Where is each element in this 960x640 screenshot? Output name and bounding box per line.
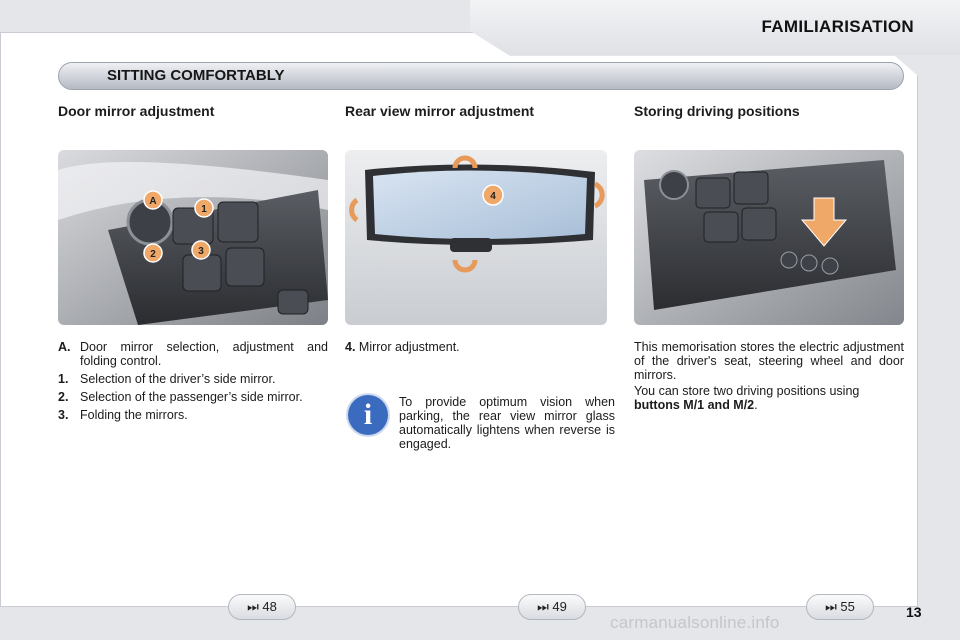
item-text: Door mirror selection, adjustment and folding control. [80, 340, 328, 368]
item-text: Folding the mirrors. [80, 408, 188, 422]
item-text: Selection of the driver’s side mirror. [80, 372, 276, 386]
page-ref-49[interactable]: ⏭ 49 [518, 594, 586, 620]
label-1: 1 [201, 204, 207, 215]
watermark: carmanualsonline.info [610, 613, 780, 632]
label-3: 3 [198, 246, 204, 257]
heading-storing-positions: Storing driving positions [634, 103, 800, 119]
section-title: SITTING COMFORTABLY [107, 67, 285, 84]
item-key: 2. [58, 390, 69, 404]
page-number: 13 [906, 604, 922, 620]
page-ref-55[interactable]: ⏭ 55 [806, 594, 874, 620]
heading-door-mirror: Door mirror adjustment [58, 103, 215, 119]
list-item [58, 340, 328, 368]
list-item [58, 390, 328, 404]
item-key: A. [58, 340, 71, 354]
info-icon: i [348, 395, 388, 435]
rear-view-mirror-photo [345, 150, 607, 325]
list-item [58, 372, 328, 386]
storing-paragraph-1: This memorisation stores the electric adjustment of the driver's seat, steering wheel and door mirrors. [634, 340, 904, 382]
storing-buttons-label: buttons M/1 and M/2 [634, 398, 755, 412]
label-2: 2 [150, 249, 156, 260]
label-a: A [149, 196, 157, 207]
list-item [58, 408, 328, 422]
door-mirror-list [58, 340, 328, 426]
page-ref-48[interactable]: ⏭ 48 [228, 594, 296, 620]
item-text: Mirror adjustment. [358, 340, 460, 354]
item-key: 4. [345, 340, 356, 354]
label-4: 4 [490, 191, 496, 202]
item-key: 1. [58, 372, 69, 386]
storing-suffix: . [754, 398, 758, 412]
storing-text: You can store two driving positions using [634, 384, 860, 398]
chapter-title: FAMILIARISATION [761, 17, 914, 36]
heading-rear-view-mirror: Rear view mirror adjustment [345, 103, 535, 119]
item-text: Selection of the passenger’s side mirror. [80, 390, 303, 404]
memory-buttons-photo [634, 150, 904, 325]
rear-mirror-item [345, 340, 607, 354]
storing-paragraph-2 [634, 384, 904, 412]
section-bar [58, 62, 904, 90]
door-mirror-photo [58, 150, 328, 325]
info-note: To provide optimum vision when parking, the rear view mirror glass automatically lightens when reverse is engaged. [399, 395, 615, 451]
item-key: 3. [58, 408, 69, 422]
